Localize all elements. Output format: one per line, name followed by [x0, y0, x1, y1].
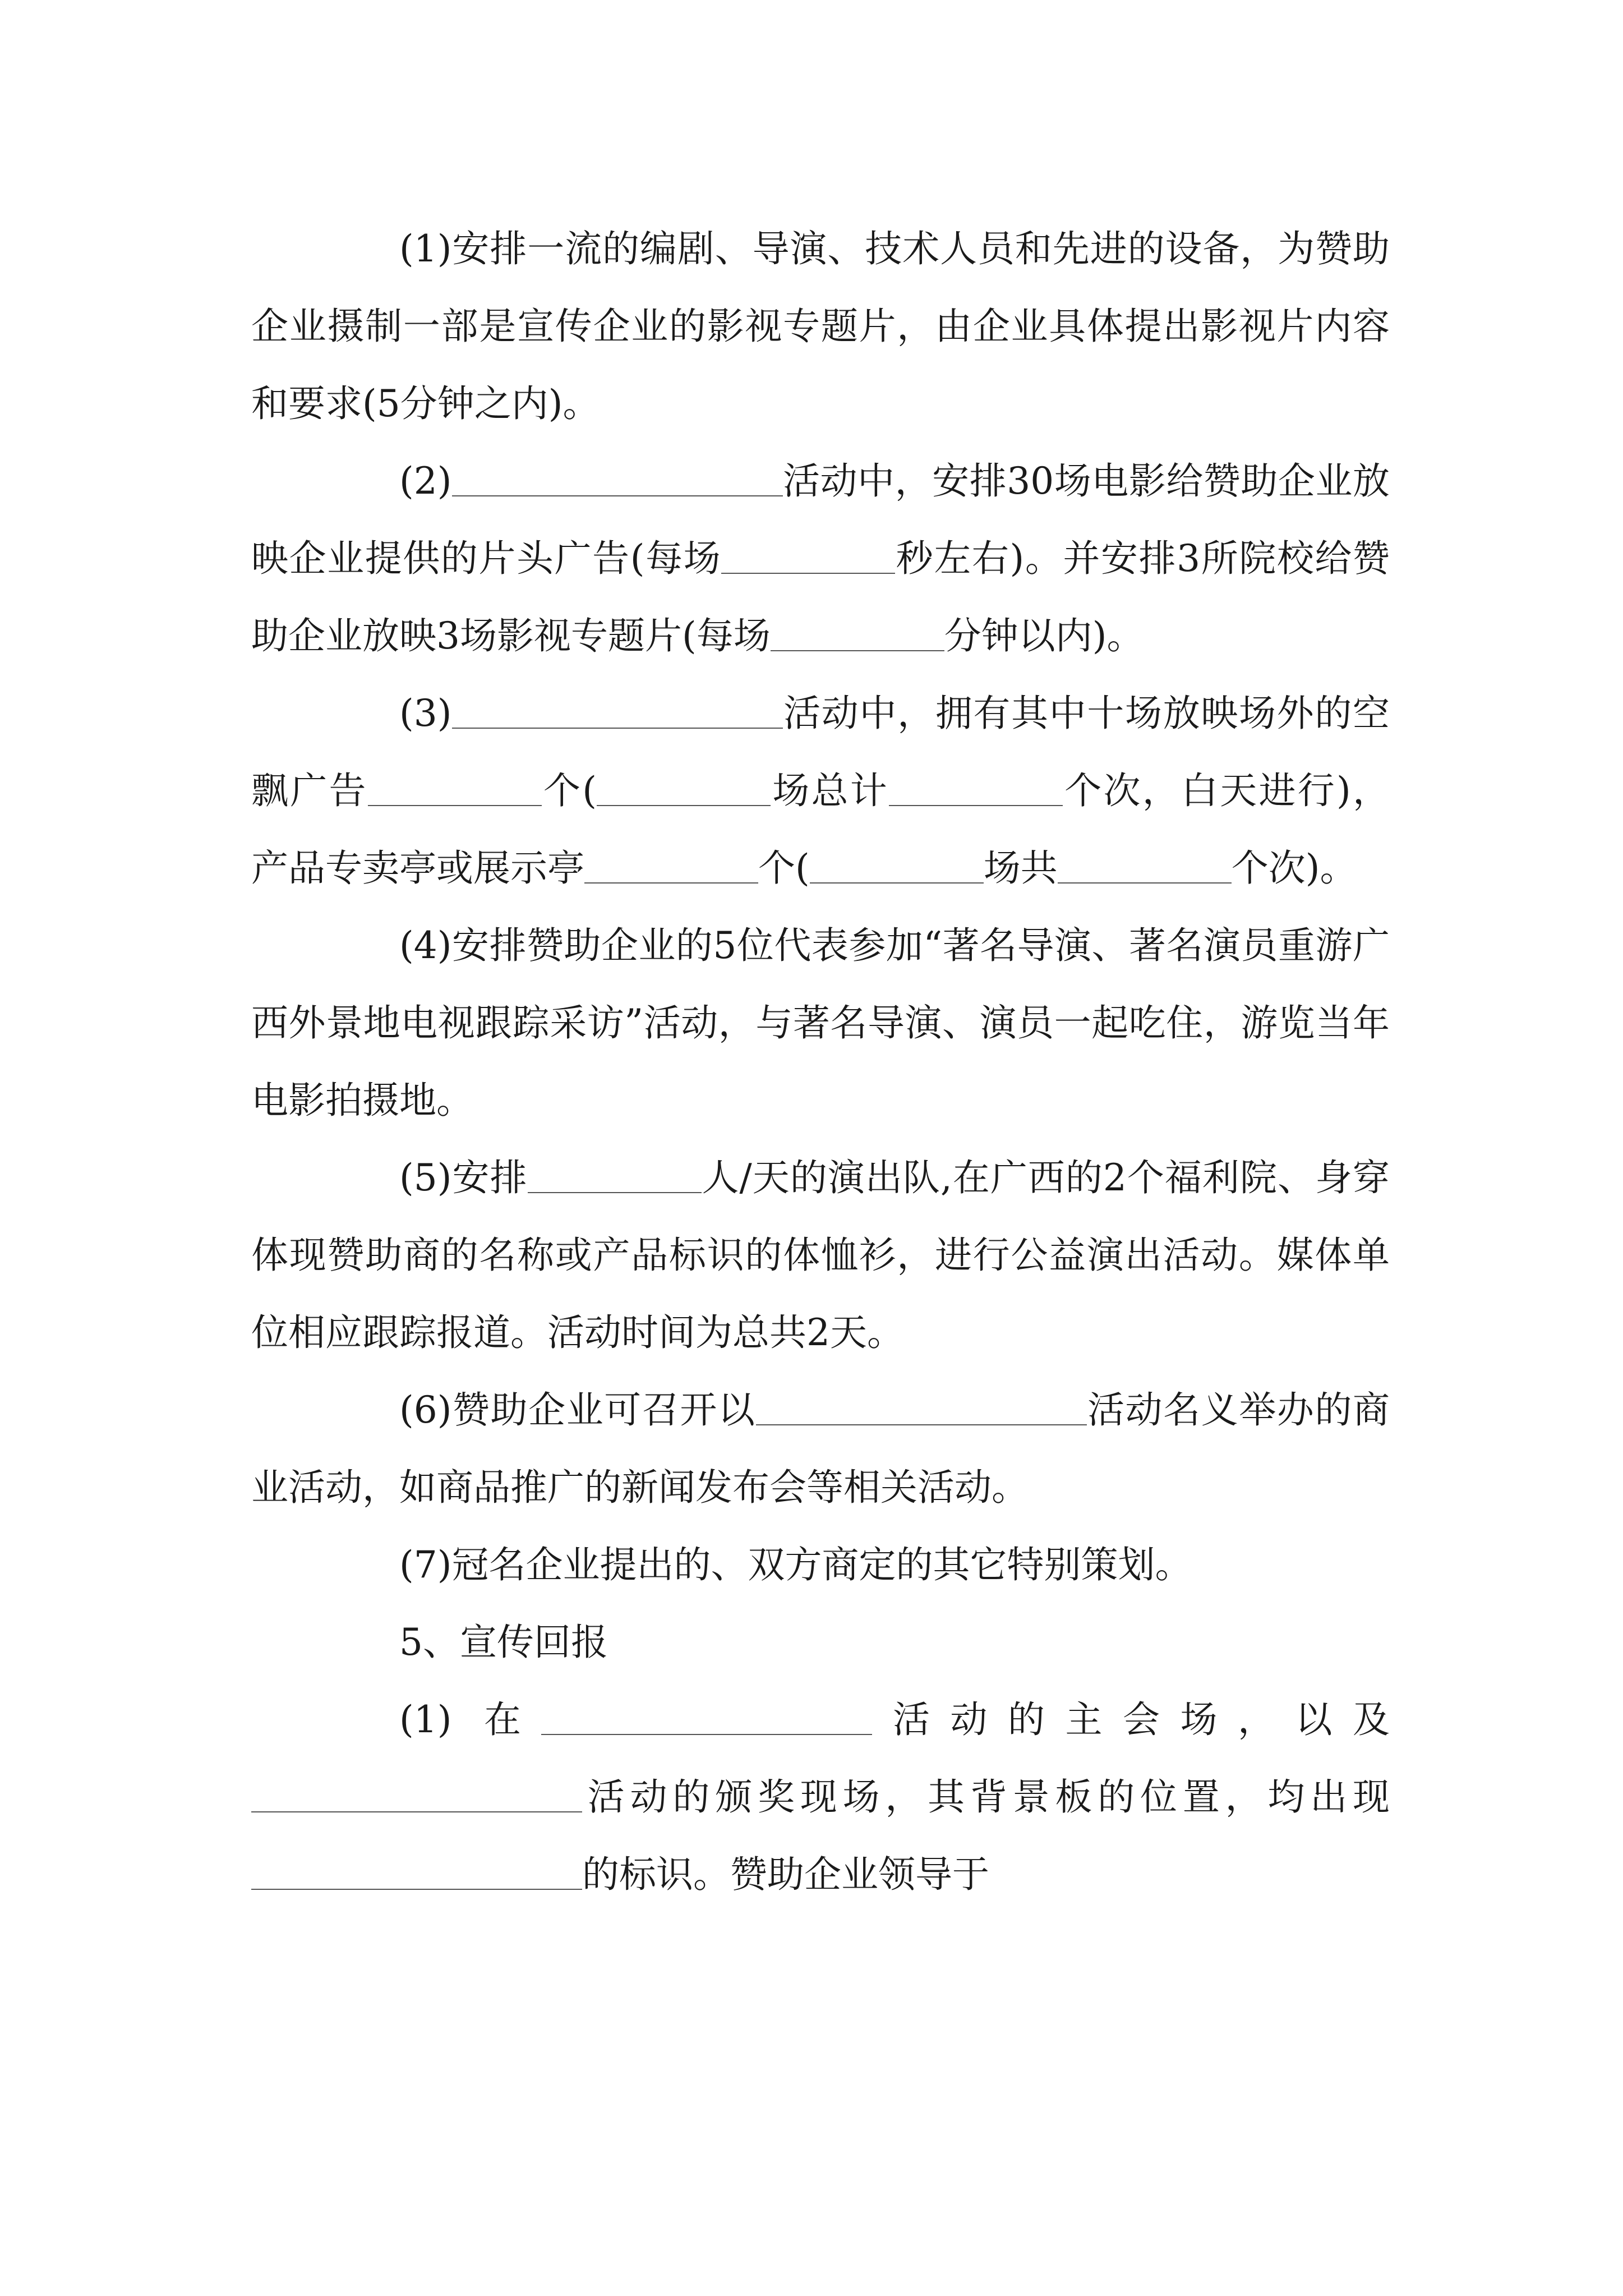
paragraph-item-2: [251, 443, 1390, 675]
fill-in-blank[interactable]: [368, 771, 542, 807]
paragraph-text: (7)冠名企业提出的、双方商定的其它特别策划。: [399, 1543, 1192, 1586]
fill-in-blank[interactable]: [810, 849, 984, 884]
paragraph-text: 场共: [983, 846, 1058, 890]
paragraph-text: (4)安排赞助企业的5位代表参加“著名导演、著名演员重游广西外景地电视跟踪采访”活动，与著名导演、演员一起吃住，游览当年电影拍摄地。: [251, 924, 1390, 1122]
paragraph-item-7: [251, 1526, 1390, 1604]
paragraph-item-3: [251, 675, 1390, 907]
paragraph-text: 个(: [758, 846, 810, 890]
paragraph-text: 的标识。赞助企业领导于: [582, 1853, 989, 1896]
paragraph-text: 秒左右)。并安排3所院校给赞助企业放映3场影视专题片(每场: [251, 537, 1390, 657]
paragraph-text: (3): [399, 692, 452, 735]
paragraph-text: 个(: [541, 769, 597, 812]
fill-in-blank[interactable]: [584, 849, 758, 884]
paragraph-item-4: [251, 907, 1390, 1139]
paragraph-text: (2): [399, 459, 452, 503]
paragraph-text: (5)安排: [399, 1156, 528, 1199]
paragraph-text: 人/天的演出队,在广西的2个福利院、身穿体现赞助商的名称或产品标识的体恤衫，进行公益演出活动。媒体单位相应跟踪报道。活动时间为总共2天。: [251, 1156, 1390, 1354]
fill-in-blank[interactable]: [597, 771, 771, 807]
paragraph-text: 活动中，安排30场电影给赞助企业放映企业提供的片头广告(每场: [251, 459, 1390, 580]
paragraph-text: (1)安排一流的编剧、导演、技术人员和先进的设备，为赞助企业摄制一部是宣传企业的影视专题片，由企业具体提出影视片内容和要求(5分钟之内)。: [251, 227, 1390, 425]
paragraph-text: 个次，白天进行)，产品专卖亭或展示亭: [251, 769, 1390, 890]
fill-in-blank[interactable]: [1058, 849, 1232, 884]
paragraph-text: 活动的颁奖现场，其背景板的位置，均出现: [582, 1775, 1390, 1819]
paragraph-text: (6)赞助企业可召开以: [399, 1388, 756, 1432]
document-page: [251, 210, 1390, 1913]
paragraph-text: (1) 在: [399, 1698, 542, 1741]
fill-in-blank[interactable]: [452, 694, 783, 729]
fill-in-blank[interactable]: [251, 1778, 582, 1813]
fill-in-blank[interactable]: [889, 771, 1063, 807]
paragraph-text: 活动中，拥有其中十场放映场外的空飘广告: [251, 692, 1390, 812]
fill-in-blank[interactable]: [452, 462, 783, 497]
paragraph-item-6: [251, 1372, 1390, 1526]
paragraph-item-1: [251, 210, 1390, 443]
section-heading-text: 5、宣传回报: [399, 1621, 608, 1664]
fill-in-blank[interactable]: [721, 539, 895, 574]
section-heading: [251, 1604, 1390, 1681]
paragraph-text: 分钟以内)。: [944, 614, 1144, 657]
fill-in-blank[interactable]: [771, 616, 944, 652]
paragraph-text: 个次)。: [1231, 846, 1357, 890]
fill-in-blank[interactable]: [756, 1391, 1087, 1426]
fill-in-blank[interactable]: [541, 1700, 872, 1736]
paragraph-item-5: [251, 1139, 1390, 1372]
paragraph-text: 场总计: [771, 769, 889, 812]
paragraph-text: 活动名义举办的商业活动，如商品推广的新闻发布会等相关活动。: [251, 1388, 1390, 1509]
fill-in-blank[interactable]: [251, 1855, 582, 1890]
paragraph-text: 活动的主会场，以及: [872, 1698, 1390, 1741]
fill-in-blank[interactable]: [528, 1158, 702, 1194]
paragraph-section-5-item-1: [251, 1681, 1390, 1913]
